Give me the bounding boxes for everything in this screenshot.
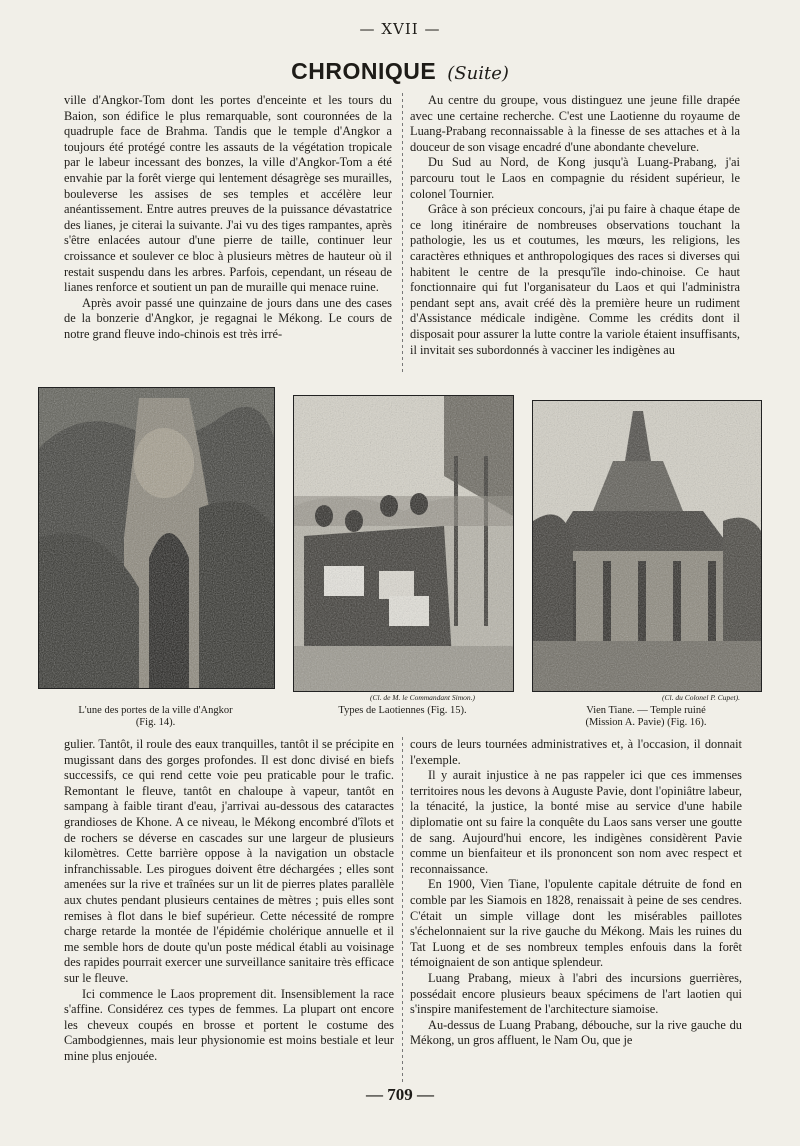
paragraph: Luang Prabang, mieux à l'abri des incursions guerrières, possédait encore plusieurs beaux spécimens de l'art laotien qui s'inspire manifestement de l'architecture siamoise. bbox=[410, 970, 742, 1017]
caption-line: L'une des portes de la ville d'Angkor bbox=[78, 705, 233, 716]
column-top-right bbox=[410, 93, 740, 375]
paragraph: ville d'Angkor-Tom dont les portes d'enceinte et les tours du Baion, son édifice le plus remarquable, sont couronnées de la quadruple face de Brahma. Tandis que le temple d'Angkor a toujours été protégé contre les assauts de la végétation tropicale par le labeur incessant des bonzes, la ville d'Angkor-Tom a été envahie par la forêt vierge qui lentement désagrège ses murailles, bouleverse les assises de ses temples et accélère leur anéantissement. Entre autres preuves de la puissance dévastatrice des lianes, je citerai la suivante. J'ai vu des tiges rampantes, après s'être enlacées autour d'une pierre de taille, continuer leur croissance et soulever ce bloc à plusieurs mètres de hauteur où il restait suspendu dans les arbres. Parfois, cependant, un réseau de lianes renforce et soutient un pan de muraille qui menace ruine. bbox=[64, 93, 392, 295]
paragraph: Au centre du groupe, vous distinguez une jeune fille drapée avec une certaine recherche. C'est une Laotienne du royaume de Luang-Prabang reconnaissable à la finesse de ses attaches et à la douceur de son visage encadré d'une abondante chevelure. bbox=[410, 93, 740, 154]
column-rule-bottom bbox=[402, 737, 403, 1085]
photo-angkor-gate bbox=[38, 387, 275, 689]
photo-laotian-women bbox=[293, 395, 514, 692]
photo-vien-tiane-temple bbox=[532, 400, 762, 692]
paragraph: Au-dessus de Luang Prabang, débouche, sur la rive gauche du Mékong, un gros affluent, le Nam Ou, que je bbox=[410, 1017, 742, 1048]
paragraph: En 1900, Vien Tiane, l'opulente capitale détruite de fond en comble par les Siamois en 1828, renaissait à peine de ses cendres. C'était un simple village dont les misérables paillotes s'échelonnaient sur la rive gauche du Mékong. Mais les ruines du Tat Luong et de ses nombreux temples enfouis dans la forêt témoignaient de son antique splendeur. bbox=[410, 877, 742, 970]
title-suffix: (Suite) bbox=[447, 63, 509, 84]
paragraph: Après avoir passé une quinzaine de jours dans une des cases de la bonzerie d'Angkor, je regagnai le Mékong. Le cours de notre grand fleuve indo-chinois est très irré- bbox=[64, 295, 392, 341]
column-bottom-left bbox=[64, 737, 394, 1085]
page-title bbox=[0, 58, 800, 85]
figure-15-caption bbox=[293, 705, 512, 717]
page-roman-numeral: — XVII — bbox=[359, 20, 441, 38]
figure-16-credit: (Cl. du Colonel P. Cupet). bbox=[662, 693, 740, 702]
figure-14-caption bbox=[38, 705, 273, 729]
figure-16-caption bbox=[532, 705, 760, 729]
caption-line: Types de Laotiennes (Fig. 15). bbox=[338, 705, 467, 716]
paragraph: Ici commence le Laos proprement dit. Insensiblement la race s'affine. Considérez ces types de femmes. La plupart ont encore les cheveux coupés en brosse et portent le costume des Cambodgiennes, mais leur physionomie est moins bestiale et leur mine plus enjouée. bbox=[64, 986, 394, 1063]
column-bottom-right bbox=[410, 737, 742, 1085]
caption-line: (Fig. 14). bbox=[135, 717, 176, 728]
paragraph: Il y aurait injustice à ne pas rappeler ici que ces immenses territoires nous les devons à Auguste Pavie, dont l'opiniâtre labeur, la ténacité, la justice, la bonté mise au service d'une habile diplomatie ont su faire la conquête du Laos sans verser une goutte de sang. Aujourd'hui encore, les indigènes considèrent Pavie comme un bienfaiteur et ils prononcent son nom avec respect et reconnaissance. bbox=[410, 768, 742, 876]
paragraph: cours de leurs tournées administratives et, à l'occasion, il donnait l'exemple. bbox=[410, 737, 742, 767]
column-top-left bbox=[64, 93, 392, 375]
paragraph: gulier. Tantôt, il roule des eaux tranquilles, tantôt il se précipite en mugissant dans des gorges profondes. Il est donc divisé en biefs successifs, ce qui rend cette voie peu praticable pour le trafic. Remontant le fleuve, tantôt en chaloupe à vapeur, tantôt en sampang à faible tirant d'eau, j'arrivai au-dessous des cataractes grandioses de Khone. A ce niveau, le Mékong encombré d'îlots et de rochers se déverse en cascades sur une largeur de plusieurs kilomètres. Cette barrière oppose à la navigation un obstacle infranchissable. Les pirogues doivent être déchargées ; elles sont amenées sur la rive et traînées sur un lit de pierres plates parallèle aux chutes pendant plusieurs centaines de mètres ; puis elles sont remises à flot dans le bief supérieur. Cette nécessité de rompre charge retarde la montée de l'épidémie cholérique annuelle et il me semble hors de doute qu'un poste médical établi au voisinage des rapides pourrait exercer une surveillance sanitaire très efficace sur le fleuve. bbox=[64, 737, 394, 985]
figure-15-credit: (Cl. de M. le Commandant Simon.) bbox=[370, 693, 475, 702]
paragraph: Grâce à son précieux concours, j'ai pu faire à chaque étape de ce long itinéraire de nombreuses observations touchant la pathologie, les us et coutumes, les mœurs, les religions, les caractères ethniques et anthropologiques des races si diverses qui habitent le centre de la presqu'île indo-chinoise. Ce haut fonctionnaire qui fut l'organisateur du Laos et qui l'administra pendant sept ans, avait créé dès la première heure un rudiment d'Assistance médicale indigène. Comme les crédits dont il disposait pour assurer la lutte contre la variole étaient insuffisants, il invitait ses subordonnés à vacciner les indigènes au bbox=[410, 202, 740, 357]
paragraph: Du Sud au Nord, de Kong jusqu'à Luang-Prabang, j'ai parcouru tout le Laos en compagnie du résident supérieur, le colonel Tournier. bbox=[410, 155, 740, 201]
caption-line: (Mission A. Pavie) (Fig. 16). bbox=[585, 717, 707, 728]
column-rule-top bbox=[402, 93, 403, 375]
page-number: — 709 — bbox=[366, 1085, 434, 1104]
title-main: CHRONIQUE bbox=[291, 58, 437, 84]
caption-line: Vien Tiane. — Temple ruiné bbox=[586, 705, 706, 716]
